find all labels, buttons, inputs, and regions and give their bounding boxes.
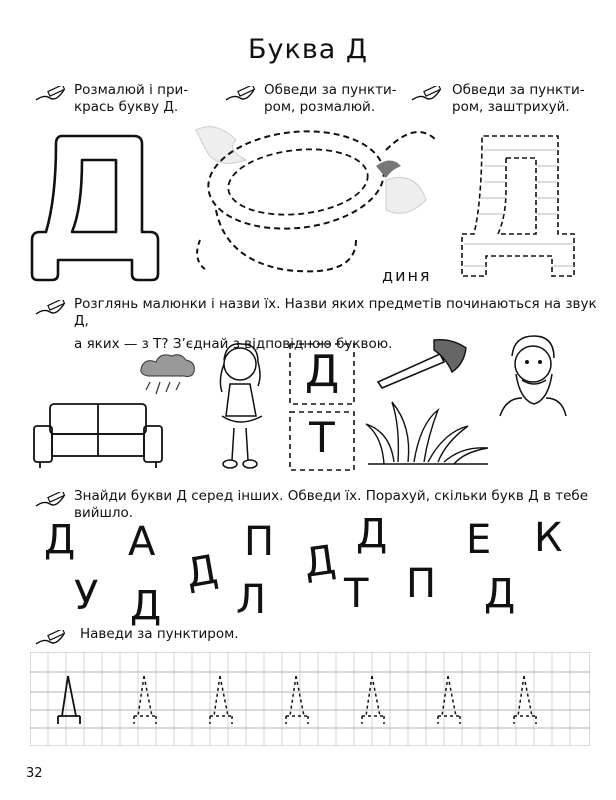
pencil-icon [224, 86, 258, 102]
scatter-letter[interactable]: Т [344, 571, 369, 617]
grandpa-icon [492, 330, 572, 420]
task-3-line-2: ром, заштрихуй. [452, 99, 570, 115]
scatter-letter[interactable]: К [534, 515, 563, 561]
pencil-icon [410, 86, 444, 102]
scatter-letter[interactable]: Л [236, 577, 267, 623]
task-1-line-1: Розмалюй і при- [74, 82, 189, 98]
task-4-line-1: Розглянь малюнки і назви їх. Назви яких предметів починаються на звук Д, [74, 296, 597, 329]
cloud-rain-icon [136, 352, 198, 398]
task-3-text [452, 82, 585, 116]
outlined-letter-d [22, 128, 172, 288]
scatter-letter[interactable]: П [406, 561, 437, 607]
dashed-letter-d [454, 130, 584, 280]
scatter-letter[interactable]: А [128, 519, 156, 565]
box-letter-d: Д [304, 346, 340, 397]
task-2-line-1: Обведи за пункти- [264, 82, 397, 98]
scatter-letter[interactable]: Д [356, 511, 388, 557]
scatter-letter[interactable]: Д [300, 537, 339, 587]
task-3-line-1: Обведи за пункти- [452, 82, 585, 98]
axe-icon [374, 336, 470, 390]
scatter-letter[interactable]: Д [182, 546, 222, 598]
scatter-letter[interactable]: У [74, 573, 99, 619]
melon-icon [186, 110, 446, 286]
task-1-text [74, 82, 188, 116]
pencil-icon [34, 86, 68, 102]
page-title: Буква Д [248, 34, 368, 65]
tracing-grid [30, 652, 590, 746]
pencil-icon [34, 630, 68, 646]
pencil-icon [34, 492, 68, 508]
sofa-icon [30, 400, 166, 470]
girl-icon [206, 336, 276, 472]
scatter-letter[interactable]: П [244, 519, 275, 565]
page-number: 32 [26, 766, 43, 781]
scatter-letter[interactable]: Д [130, 583, 162, 629]
task-1-line-2: крась букву Д. [74, 99, 179, 115]
melon-label: диня [382, 266, 432, 285]
scatter-letter[interactable]: Е [466, 517, 492, 563]
scatter-letter[interactable]: Д [484, 571, 516, 617]
grass-icon [364, 396, 494, 466]
task-6-text: Наведи за пунктиром. [80, 626, 239, 642]
box-letter-t: Т [309, 413, 335, 462]
task-5-text: Знайди букви Д серед інших. Обведи їх. Порахуй, скільки букв Д в тебе вийшло. [74, 488, 589, 521]
task-2-line-2: ром, розмалюй. [264, 99, 376, 115]
scatter-letter[interactable]: Д [44, 517, 76, 563]
task-4-line-2: а яких — з Т? З’єднай з відповідною буквою. [74, 336, 393, 352]
pencil-icon [34, 300, 68, 316]
